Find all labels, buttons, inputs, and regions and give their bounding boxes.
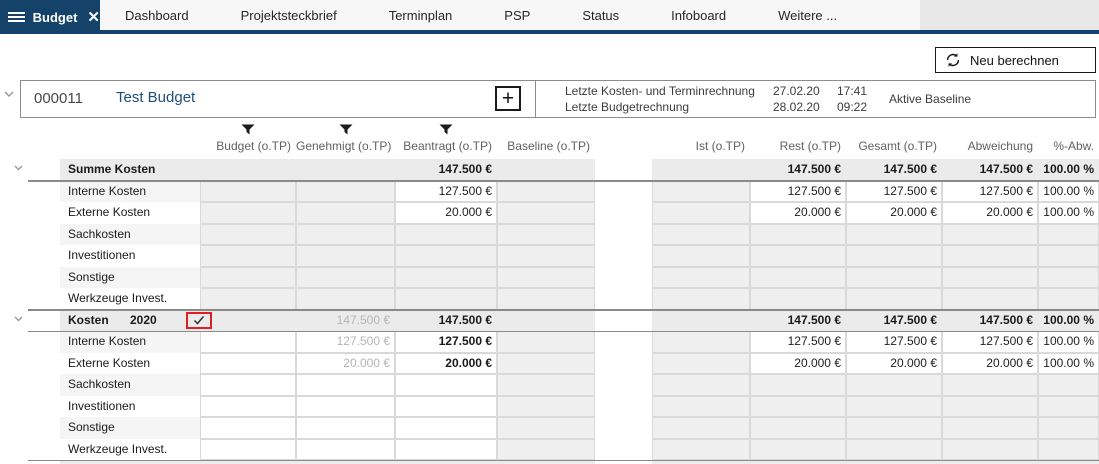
group-separator [28,460,1099,462]
cell-value-genehmigt: 127.500 € [336,334,390,348]
group-year: 2020 [130,312,157,327]
cell-value-pabw: 100.00 % [1043,162,1094,176]
cell-pabw [1038,439,1099,461]
cell-beantragt[interactable] [395,374,497,396]
cell-genehmigt[interactable] [296,417,395,439]
row-label: Investitionen [68,248,136,262]
row-label: Sachkosten [60,374,200,396]
table-row [0,417,1099,439]
cell-rest [750,224,846,246]
cell-baseline [497,245,595,267]
cell-ist [652,331,750,353]
recalculate-label: Neu berechnen [970,52,1059,68]
cell-value-beantragt: 147.500 € [438,312,492,327]
cell-value-rest: 20.000 € [794,355,841,370]
cell-genehmigt [296,181,395,203]
filter-funnel-icon[interactable] [241,124,255,135]
stat-time: 09:22 [837,100,868,114]
close-tab-icon[interactable]: ✕ [87,8,100,26]
row-label: Interne Kosten [60,181,200,203]
cell-budget[interactable] [200,439,296,461]
table-row [0,353,1099,375]
cell-rest [750,396,846,418]
cell-budget [200,181,296,203]
cell-budget[interactable] [200,353,296,375]
cell-value-rest: 147.500 € [787,312,841,327]
cell-baseline [497,202,595,224]
cell-ist [652,267,750,289]
stat-row [565,99,887,115]
cell-pabw [1038,374,1099,396]
tab-dashboard[interactable]: Dashboard [125,7,189,23]
cell-value-gesamt: 127.500 € [883,334,937,348]
row-label: Externe Kosten [68,355,151,370]
cell-abweichung [942,224,1038,246]
cell-gesamt [846,439,942,461]
cell-gesamt [846,267,942,289]
cell-gesamt [846,374,942,396]
cell-value-beantragt: 127.500 € [438,334,492,348]
cell-rest [750,245,846,267]
cell-ist [652,288,750,310]
cell-genehmigt [296,245,395,267]
cell-value-abweichung: 20.000 € [986,205,1033,219]
cell-rest [750,439,846,461]
cell-beantragt [395,245,497,267]
cell-pabw [1038,396,1099,418]
stat-time: 17:41 [837,84,868,98]
cell-value-abweichung: 127.500 € [979,334,1033,348]
cell-pabw [1038,417,1099,439]
group-row [0,159,1099,181]
cell-value-genehmigt: 147.500 € [336,312,390,327]
cell-value-beantragt: 20.000 € [445,355,492,370]
group-label: Kosten [68,312,109,327]
cell-ist [652,202,750,224]
cell-genehmigt[interactable] [296,396,395,418]
hamburger-menu-icon[interactable] [8,12,25,23]
cell-abweichung [942,288,1038,310]
stat-row [565,83,887,99]
recalculate-button[interactable] [935,47,1096,73]
tab-bar [0,0,1099,34]
table-row [0,267,1099,289]
cell-value-beantragt: 127.500 € [438,183,492,198]
cell-abweichung [942,396,1038,418]
column-header-genehmigt[interactable]: Genehmigt (o.TP) [296,139,392,153]
column-header-baseline[interactable]: Baseline (o.TP) [507,139,590,153]
cell-gesamt [846,224,942,246]
cell-value-pabw: 100.00 % [1043,355,1094,370]
table-row [0,181,1099,203]
column-header-beantragt[interactable]: Beantragt (o.TP) [403,139,492,153]
cell-baseline [497,417,595,439]
column-header-budget[interactable]: Budget (o.TP) [216,139,291,153]
cell-genehmigt[interactable] [296,439,395,461]
group-label: Summe Kosten [68,162,156,176]
cell-value-pabw: 100.00 % [1043,205,1094,219]
column-header-gesamt[interactable]: Gesamt (o.TP) [858,139,937,153]
table-row [0,396,1099,418]
header-divider [535,81,536,117]
cell-genehmigt [296,288,395,310]
cell-value-rest: 127.500 € [787,183,841,198]
cell-budget[interactable] [200,396,296,418]
stat-label: Letzte Budgetrechnung [565,100,690,114]
cell-genehmigt [296,267,395,289]
cell-baseline [497,224,595,246]
tab-weitere[interactable]: Weitere ... [778,7,838,23]
cell-baseline [497,181,595,203]
stat-label: Letzte Kosten- und Terminrechnung [565,84,755,98]
row-label: Sachkosten [60,224,200,246]
cell-beantragt [395,224,497,246]
cell-ist [652,396,750,418]
group-checkbox[interactable] [186,312,212,329]
filter-funnel-icon[interactable] [339,124,353,135]
cell-value-gesamt: 147.500 € [883,312,937,327]
tab-list [100,0,837,30]
group-separator [28,331,1099,333]
cell-pabw [1038,224,1099,246]
cell-value-beantragt: 147.500 € [438,162,492,176]
cell-beantragt [395,288,497,310]
group-collapse-chevron-icon[interactable] [13,315,24,323]
cell-ist [652,245,750,267]
cell-ist [652,374,750,396]
cell-genehmigt [296,224,395,246]
tab-status[interactable]: Status [582,7,620,23]
cell-value-abweichung: 20.000 € [986,355,1033,370]
cell-beantragt [395,267,497,289]
add-button[interactable]: + [495,86,521,111]
calculation-stats [565,83,887,115]
cell-budget [200,288,296,310]
cell-value-beantragt: 20.000 € [445,205,492,219]
table-row [0,374,1099,396]
tabbar-right-shade [920,0,1099,30]
cell-value-abweichung: 147.500 € [979,162,1033,176]
checkmark-icon [193,315,205,325]
table-row [0,288,1099,310]
table-row [0,202,1099,224]
row-label: Sonstige [60,417,200,439]
cell-value-gesamt: 20.000 € [890,205,937,219]
cell-budget [200,202,296,224]
group-collapse-chevron-icon[interactable] [13,164,24,172]
column-header-abweichung[interactable]: Abweichung [967,139,1033,153]
tab-psp[interactable]: PSP [504,7,531,23]
table-row [0,439,1099,461]
cell-genehmigt [296,202,395,224]
grid-column-headers [0,118,1099,159]
cell-baseline [497,374,595,396]
cell-rest [750,267,846,289]
cell-rest [750,288,846,310]
cell-baseline [497,288,595,310]
cell-baseline [497,267,595,289]
cell-value-abweichung: 127.500 € [979,183,1033,198]
cell-value-pabw: 100.00 % [1043,334,1094,348]
cell-ist [652,439,750,461]
cell-beantragt[interactable] [395,396,497,418]
column-header-pabw[interactable]: %-Abw. [1053,139,1094,153]
cell-gesamt [846,245,942,267]
cell-baseline [497,353,595,375]
cell-value-gesamt: 20.000 € [890,355,937,370]
active-baseline-label: Aktive Baseline [889,92,972,106]
cell-abweichung [942,439,1038,461]
cell-baseline [497,396,595,418]
cell-ist [652,181,750,203]
table-row [0,224,1099,246]
cell-gesamt [846,417,942,439]
cell-abweichung [942,245,1038,267]
cell-value-gesamt: 127.500 € [883,183,937,198]
tab-budget-active[interactable] [0,0,100,34]
cell-value-gesamt: 147.500 € [883,162,937,176]
cell-value-rest: 147.500 € [787,162,841,176]
cell-budget [200,224,296,246]
cell-pabw [1038,245,1099,267]
group-row [0,310,1099,332]
cell-value-pabw: 100.00 % [1043,183,1094,198]
column-header-rest[interactable]: Rest (o.TP) [779,139,841,153]
cell-value-abweichung: 147.500 € [979,312,1033,327]
cell-rest [750,374,846,396]
cell-value-rest: 127.500 € [787,334,841,348]
tab-projektsteckbrief[interactable]: Projektsteckbrief [240,7,337,23]
row-label: Interne Kosten [60,331,200,353]
tab-terminplan[interactable]: Terminplan [388,7,453,23]
tab-infoboard[interactable]: Infoboard [671,7,727,23]
table-row [0,245,1099,267]
project-header [20,80,1096,118]
row-label: Investitionen [68,398,136,413]
cell-budget [200,267,296,289]
budget-grid [0,159,1099,460]
cell-abweichung [942,267,1038,289]
cell-value-pabw: 100.00 % [1043,312,1094,327]
refresh-icon [945,52,961,68]
cell-baseline [497,439,595,461]
cell-ist [652,224,750,246]
cell-budget[interactable] [200,417,296,439]
active-tab-label: Budget [32,9,78,25]
cell-rest [750,417,846,439]
cell-baseline [497,331,595,353]
cell-budget [200,245,296,267]
cell-genehmigt[interactable] [296,374,395,396]
cell-gesamt [846,288,942,310]
project-collapse-chevron-icon[interactable] [3,90,15,98]
cell-value-genehmigt: 20.000 € [343,355,390,370]
table-row [0,331,1099,353]
cell-budget[interactable] [200,331,296,353]
cell-beantragt[interactable] [395,417,497,439]
row-label: Externe Kosten [68,205,151,219]
cell-pabw [1038,267,1099,289]
column-header-ist[interactable]: Ist (o.TP) [695,139,745,153]
cell-ist [652,353,750,375]
project-name: Test Budget [116,89,196,106]
cell-ist [652,417,750,439]
group-separator [28,180,1099,182]
row-label: Sonstige [60,267,200,289]
cell-abweichung [942,374,1038,396]
tabbar-accent-strip [0,30,1099,34]
cell-gesamt [846,396,942,418]
cell-beantragt[interactable] [395,439,497,461]
cell-pabw [1038,288,1099,310]
filter-funnel-icon[interactable] [439,124,453,135]
stat-date: 28.02.20 [773,100,820,114]
stat-date: 27.02.20 [773,84,820,98]
row-label: Werkzeuge Invest. [68,441,168,456]
row-label: Werkzeuge Invest. [68,291,168,305]
cell-value-rest: 20.000 € [794,205,841,219]
project-number: 000011 [34,90,83,107]
cell-budget[interactable] [200,374,296,396]
group-separator [28,309,1099,311]
cell-abweichung [942,417,1038,439]
